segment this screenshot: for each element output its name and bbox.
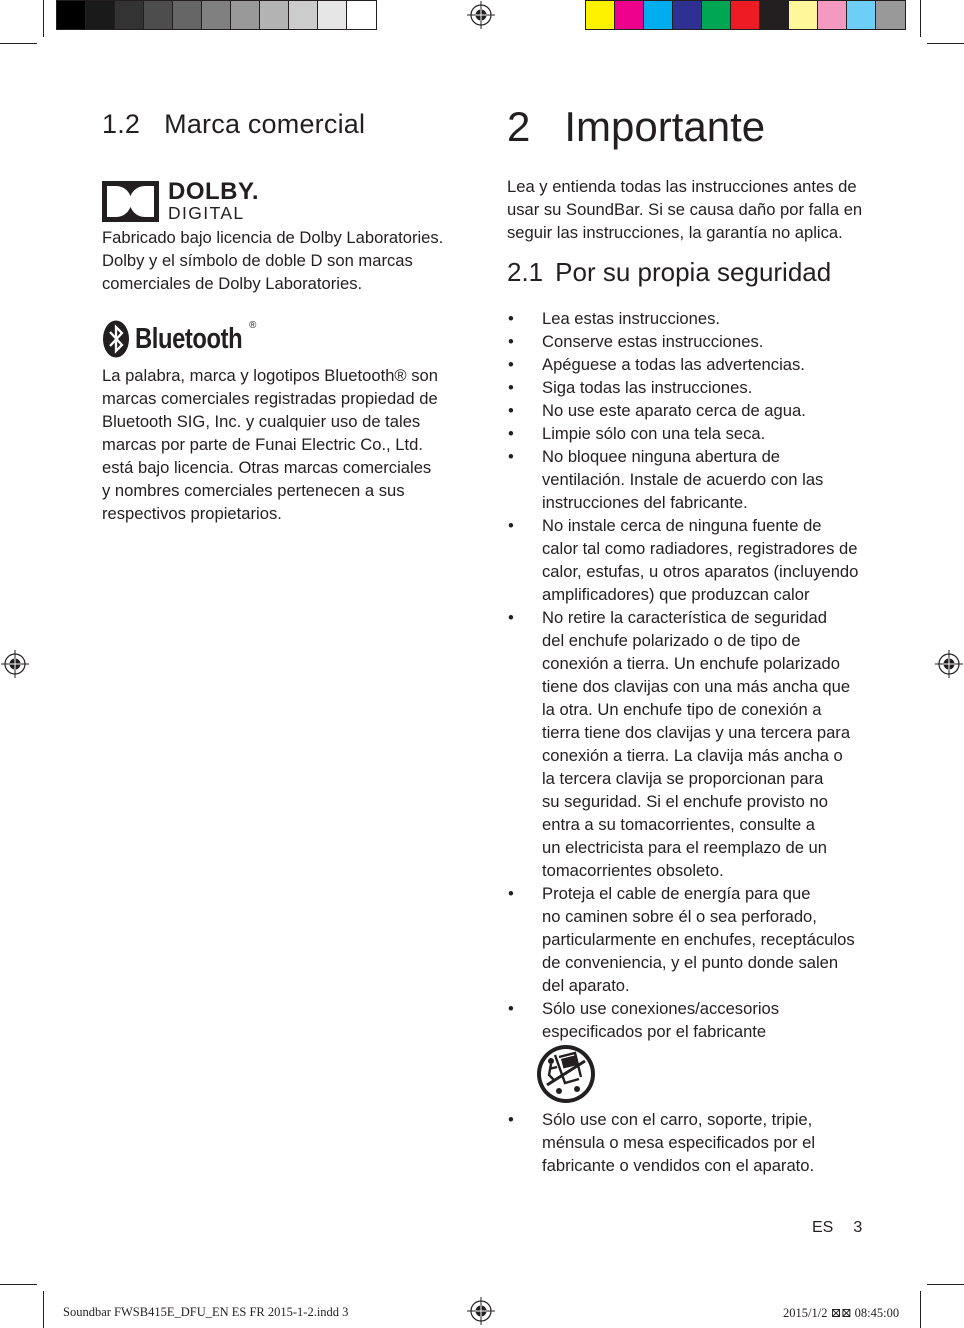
text-line: marcas comerciales registradas propiedad de xyxy=(102,389,438,408)
text-line: ventilación. Instale de acuerdo con las xyxy=(542,470,824,489)
digital-logo-text: DIGITAL xyxy=(168,203,245,223)
section-number: 1.2 xyxy=(102,109,141,139)
text-line: • No instale cerca de ninguna fuente de xyxy=(542,516,822,535)
text-line: calor tal como radiadores, registradores de xyxy=(542,539,858,558)
text-line: respectivos propietarios. xyxy=(102,504,282,523)
text-line: • No bloquee ninguna abertura de xyxy=(542,447,781,466)
text-line: usar su SoundBar. Si se causa daño por falla en xyxy=(507,200,863,219)
subsection-number: 2.1 xyxy=(507,257,544,287)
list-item xyxy=(508,330,858,353)
registration-mark-icon xyxy=(1,650,29,678)
color-swatch xyxy=(847,1,876,29)
safety-list xyxy=(508,307,858,1043)
text-line: y nombres comerciales pertenecen a sus xyxy=(102,481,405,500)
color-swatch xyxy=(731,1,760,29)
text-line: • Lea estas instrucciones. xyxy=(542,309,721,328)
gray-swatch xyxy=(144,1,173,29)
text-line: calor, estufas, u otros aparatos (incluyendo xyxy=(542,562,859,581)
text-line: Dolby y el símbolo de doble D son marcas xyxy=(102,251,413,270)
list-item xyxy=(508,353,858,376)
text-line: tomacorrientes obsoleto. xyxy=(542,861,724,880)
section-title: Marca comercial xyxy=(164,109,366,139)
color-swatch xyxy=(586,1,615,29)
bluetooth-icon xyxy=(102,320,130,358)
text-line: • Limpie sólo con una tela seca. xyxy=(542,424,766,443)
color-swatch xyxy=(789,1,818,29)
color-swatch xyxy=(818,1,847,29)
list-item xyxy=(508,422,858,445)
subsection-heading xyxy=(507,257,831,288)
last-safety-item-list xyxy=(508,1108,815,1177)
text-line: Lea y entienda todas las instrucciones antes de xyxy=(507,177,857,196)
page-footer xyxy=(812,1219,862,1237)
text-line: amplificadores) que produzcan calor xyxy=(542,585,810,604)
text-line: de conveniencia, y el punto donde salen xyxy=(542,953,839,972)
text-line: • Proteja el cable de energía para que xyxy=(542,884,811,903)
list-item xyxy=(508,606,858,882)
gray-swatch xyxy=(202,1,231,29)
grayscale-swatch-bar xyxy=(56,0,377,30)
gray-swatch xyxy=(115,1,144,29)
registration-mark-icon xyxy=(467,1297,495,1325)
list-item xyxy=(508,399,858,422)
text-line: • No retire la característica de seguridad xyxy=(542,608,827,627)
dolby-paragraph xyxy=(102,226,443,295)
crop-mark xyxy=(43,1291,44,1328)
color-swatch-bar xyxy=(585,0,906,30)
gray-swatch xyxy=(289,1,318,29)
crop-mark xyxy=(920,0,921,37)
text-line: Fabricado bajo licencia de Dolby Laboratories. xyxy=(102,228,444,247)
bluetooth-logo-text: Bluetooth xyxy=(135,322,243,355)
text-line: fabricante o vendidos con el aparato. xyxy=(542,1156,815,1175)
gray-swatch xyxy=(318,1,347,29)
registered-mark: ® xyxy=(249,320,257,331)
text-line: un electricista para el reemplazo de un xyxy=(542,838,828,857)
list-item xyxy=(508,1108,815,1177)
gray-swatch xyxy=(231,1,260,29)
text-line: instrucciones del fabricante. xyxy=(542,493,748,512)
intro-paragraph xyxy=(507,175,862,244)
language-code: ES xyxy=(812,1219,834,1236)
text-line: comerciales de Dolby Laboratories. xyxy=(102,274,363,293)
list-item xyxy=(508,376,858,399)
subsection-title: Por su propia seguridad xyxy=(555,257,832,287)
registration-mark-icon xyxy=(935,650,963,678)
slug-file-info: Soundbar FWSB415E_DFU_EN ES FR 2015-1-2.indd 3 xyxy=(63,1305,349,1319)
color-swatch xyxy=(644,1,673,29)
text-line: • No use este aparato cerca de agua. xyxy=(542,401,806,420)
crop-mark xyxy=(927,43,964,44)
crop-mark xyxy=(920,1291,921,1328)
color-swatch xyxy=(615,1,644,29)
color-swatch xyxy=(760,1,789,29)
bluetooth-paragraph xyxy=(102,364,438,525)
gray-swatch xyxy=(347,1,376,29)
slug-date-info: 2015/1/2 ⊠⊠ 08:45:00 xyxy=(783,1306,900,1320)
text-line: La palabra, marca y logotipos Bluetooth® son xyxy=(102,366,439,385)
color-swatch xyxy=(876,1,905,29)
text-line: está bajo licencia. Otras marcas comerciales xyxy=(102,458,432,477)
gray-swatch xyxy=(260,1,289,29)
list-item xyxy=(508,997,858,1043)
list-item xyxy=(508,882,858,997)
text-line: Bluetooth SIG, Inc. y cualquier uso de tales xyxy=(102,412,421,431)
dolby-double-d-icon xyxy=(102,181,159,222)
gray-swatch xyxy=(86,1,115,29)
cart-warning-icon xyxy=(535,1043,597,1105)
text-line: marcas por parte de Funai Electric Co., Ltd. xyxy=(102,435,423,454)
dolby-logo-text: DOLBY. xyxy=(168,178,260,205)
text-line: ménsula o mesa especificados por el xyxy=(542,1133,816,1152)
list-item xyxy=(508,445,858,514)
chapter-title: Importante xyxy=(564,103,766,150)
gray-swatch xyxy=(173,1,202,29)
section-heading xyxy=(102,109,365,140)
crop-mark xyxy=(43,0,44,37)
text-line: • Apéguese a todas las advertencias. xyxy=(542,355,805,374)
gray-swatch xyxy=(57,1,86,29)
page-number: 3 xyxy=(853,1219,863,1236)
text-line: • Sólo use con el carro, soporte, tripie, xyxy=(542,1110,813,1129)
text-line: tierra tiene dos clavijas y una tercera para xyxy=(542,723,851,742)
text-line: la otra. Un enchufe tipo de conexión a xyxy=(542,700,822,719)
text-line: seguir las instrucciones, la garantía no aplica. xyxy=(507,223,843,242)
text-line: del enchufe polarizado o de tipo de xyxy=(542,631,801,650)
color-swatch xyxy=(673,1,702,29)
list-item xyxy=(508,514,858,606)
text-line: conexión a tierra. La clavija más ancha o xyxy=(542,746,843,765)
text-line: conexión a tierra. Un enchufe polarizado xyxy=(542,654,840,673)
text-line: especificados por el fabricante xyxy=(542,1022,767,1041)
registration-mark-icon xyxy=(467,1,495,29)
chapter-number: 2 xyxy=(507,103,531,150)
text-line: del aparato. xyxy=(542,976,630,995)
list-item xyxy=(508,307,858,330)
chapter-heading xyxy=(507,103,765,151)
text-line: su seguridad. Si el enchufe provisto no xyxy=(542,792,828,811)
dolby-digital-logo xyxy=(102,180,259,223)
text-line: no caminen sobre él o sea perforado, xyxy=(542,907,817,926)
text-line: • Siga todas las instrucciones. xyxy=(542,378,753,397)
bluetooth-logo xyxy=(102,320,266,358)
text-line: tiene dos clavijas con una más ancha que xyxy=(542,677,851,696)
crop-mark xyxy=(927,1284,964,1285)
text-line: la tercera clavija se proporcionan para xyxy=(542,769,824,788)
color-swatch xyxy=(702,1,731,29)
text-line: • Conserve estas instrucciones. xyxy=(542,332,764,351)
text-line: • Sólo use conexiones/accesorios xyxy=(542,999,780,1018)
crop-mark xyxy=(0,43,37,44)
text-line: particularmente en enchufes, receptáculos xyxy=(542,930,855,949)
text-line: entra a su tomacorrientes, consulte a xyxy=(542,815,816,834)
crop-mark xyxy=(0,1284,37,1285)
